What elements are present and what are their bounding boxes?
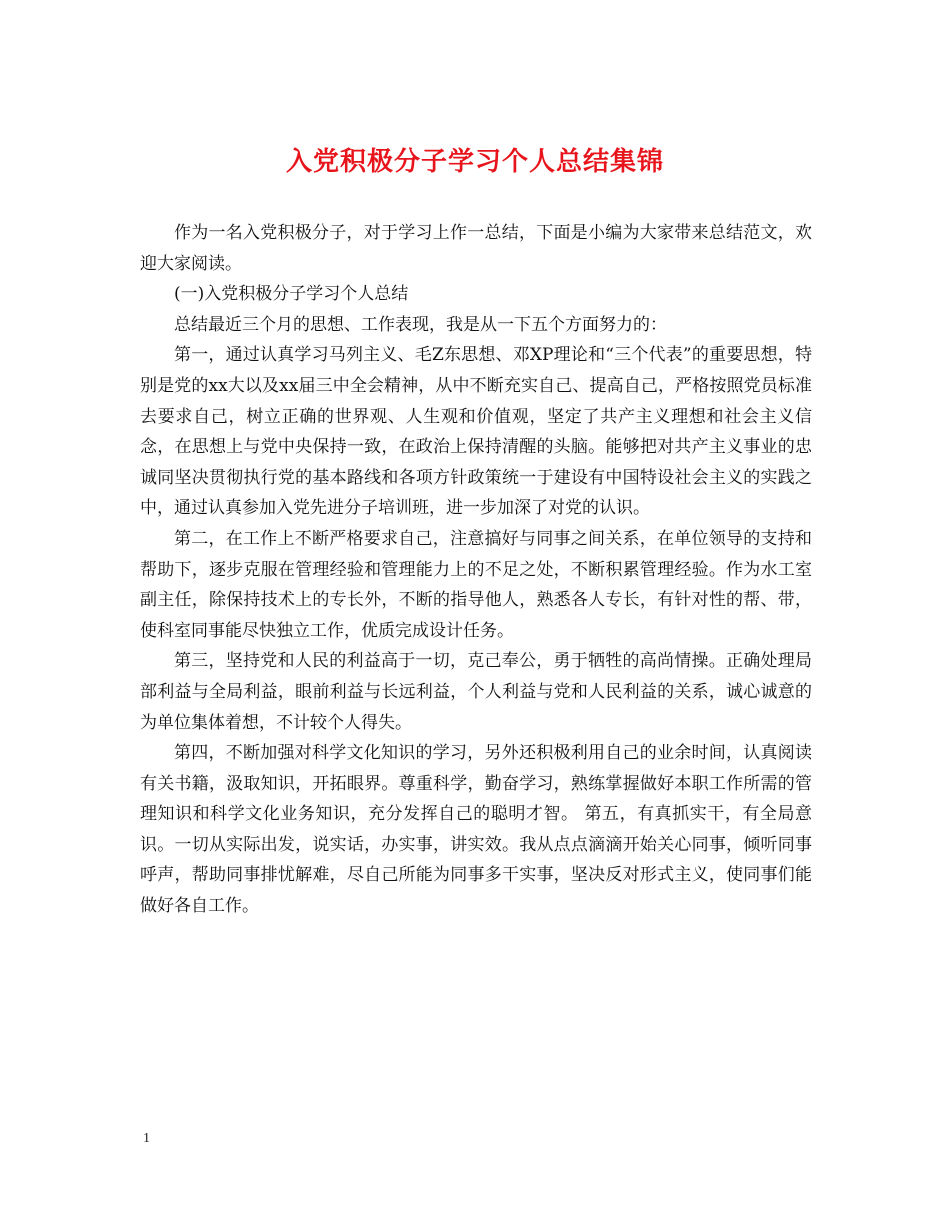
paragraph-second-point: 第二，在工作上不断严格要求自己，注意搞好与同事之间关系，在单位领导的支持和帮助下，逐步克服在管理经验和管理能力上的不足之处，不断积累管理经验。作为水工室副主任，除保持技术上的专长外，不断的指导他人，熟悉各人专长，有针对性的帮、带，使科室同事能尽快独立工作，优质完成设计任务。 — [140, 528, 812, 641]
paragraph-fourth-fifth-point: 第四，不断加强对科学文化知识的学习，另外还积极利用自己的业余时间，认真阅读有关书籍，汲取知识，开拓眼界。尊重科学，勤奋学习，熟练掌握做好本职工作所需的管理知识和科学文化业务知识，充分发挥自己的聪明才智。 第五，有真抓实干，有全局意识。一切从实际出发，说实话，办实事，讲实效。我从点点滴滴开始关心同事，倾听同事呼声，帮助同事排忧解难，尽自己所能为同事多干实事，坚决反对形式主义，使同事们能做好各自工作。 — [140, 743, 812, 917]
paragraph-first-point: 第一，通过认真学习马列主义、毛Z东思想、邓XP理论和“三个代表”的重要思想，特别是党的xx大以及xx届三中全会精神，从中不断充实自己、提高自己，严格按照党员标准去要求自己，树立正确的世界观、人生观和价值观，坚定了共产主义理想和社会主义信念，在思想上与党中央保持一致，在政治上保持清醒的头脑。能够把对共产主义事业的忠诚同坚决贯彻执行党的基本路线和各项方针政策统一于建设有中国特设社会主义的实践之中，通过认真参加入党先进分子培训班，进一步加深了对党的认识。 — [140, 345, 812, 519]
paragraph-summary-lead: 总结最近三个月的思想、工作表现，我是从一下五个方面努力的： — [174, 314, 667, 335]
page-number: 1 — [143, 1131, 150, 1146]
document-title: 入党积极分子学习个人总结集锦 — [285, 147, 664, 177]
paragraph-section-heading: (一)入党积极分子学习个人总结 — [174, 284, 409, 305]
document-body — [140, 218, 812, 922]
paragraph-intro: 作为一名入党积极分子，对于学习上作一总结，下面是小编为大家带来总结范文，欢迎大家阅读。 — [140, 223, 812, 274]
paragraph-third-point: 第三，坚持党和人民的利益高于一切，克己奉公，勇于牺牲的高尚情操。正确处理局部利益与全局利益，眼前利益与长远利益，个人利益与党和人民利益的关系，诚心诚意的为单位集体着想，不计较个人得失。 — [140, 651, 812, 733]
